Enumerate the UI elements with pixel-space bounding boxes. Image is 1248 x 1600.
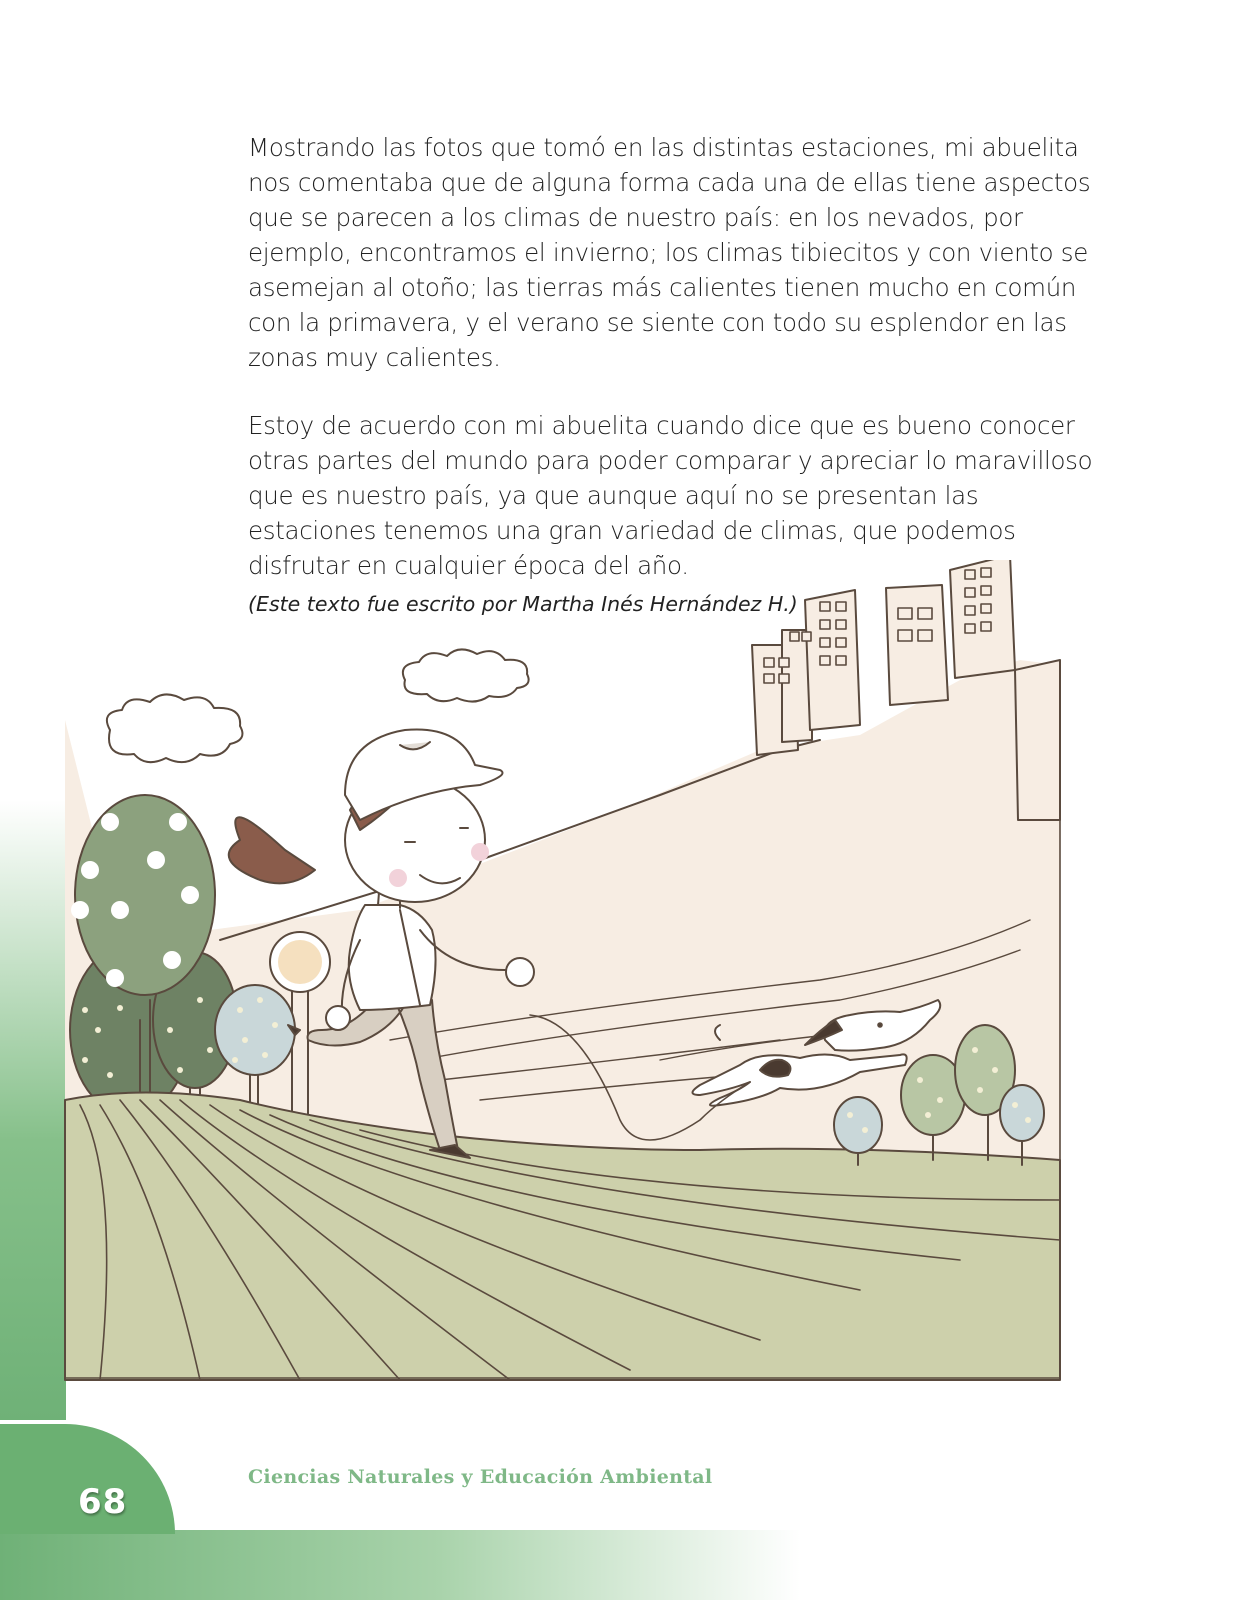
article-paragraph-2: Estoy de acuerdo con mi abuelita cuando dice que es bueno conocer otras partes del mundo para poder comparar y apreciar lo maravilloso que es nuestro país, ya que aunque aquí no se presentan las estaciones tenemos una gran variedad de climas, que podemos disfrutar en cualquier época del año. <box>248 411 1093 580</box>
girl-body <box>349 905 436 1010</box>
article-body <box>248 130 1093 616</box>
left-green-band <box>0 800 66 1420</box>
page-number: 68 <box>78 1482 128 1522</box>
cloud-top <box>403 649 529 701</box>
girl-walking-dog-illustration <box>60 560 1070 1390</box>
bottom-green-band <box>0 1530 800 1600</box>
author-credit: (Este texto fue escrito por Martha Inés Hernández H.) <box>248 592 798 616</box>
book-title: Ciencias Naturales y Educación Ambiental <box>248 1466 713 1488</box>
article-paragraph-1: Mostrando las fotos que tomó en las distintas estaciones, mi abuelita nos comentaba que de alguna forma cada una de ellas tiene aspectos que se parecen a los climas de nuestro país: en los nevados, por ejemplo, encontramos el invierno; los climas tibiecitos y con viento se asemejan al otoño; las tierras más calientes tienen mucho en común con la primavera, y el verano se siente con todo su esplendor en las zonas muy calientes. <box>248 133 1091 372</box>
cloud-left <box>107 694 243 762</box>
girl-ponytail <box>229 817 315 883</box>
dark-tree-cluster <box>70 795 237 1120</box>
